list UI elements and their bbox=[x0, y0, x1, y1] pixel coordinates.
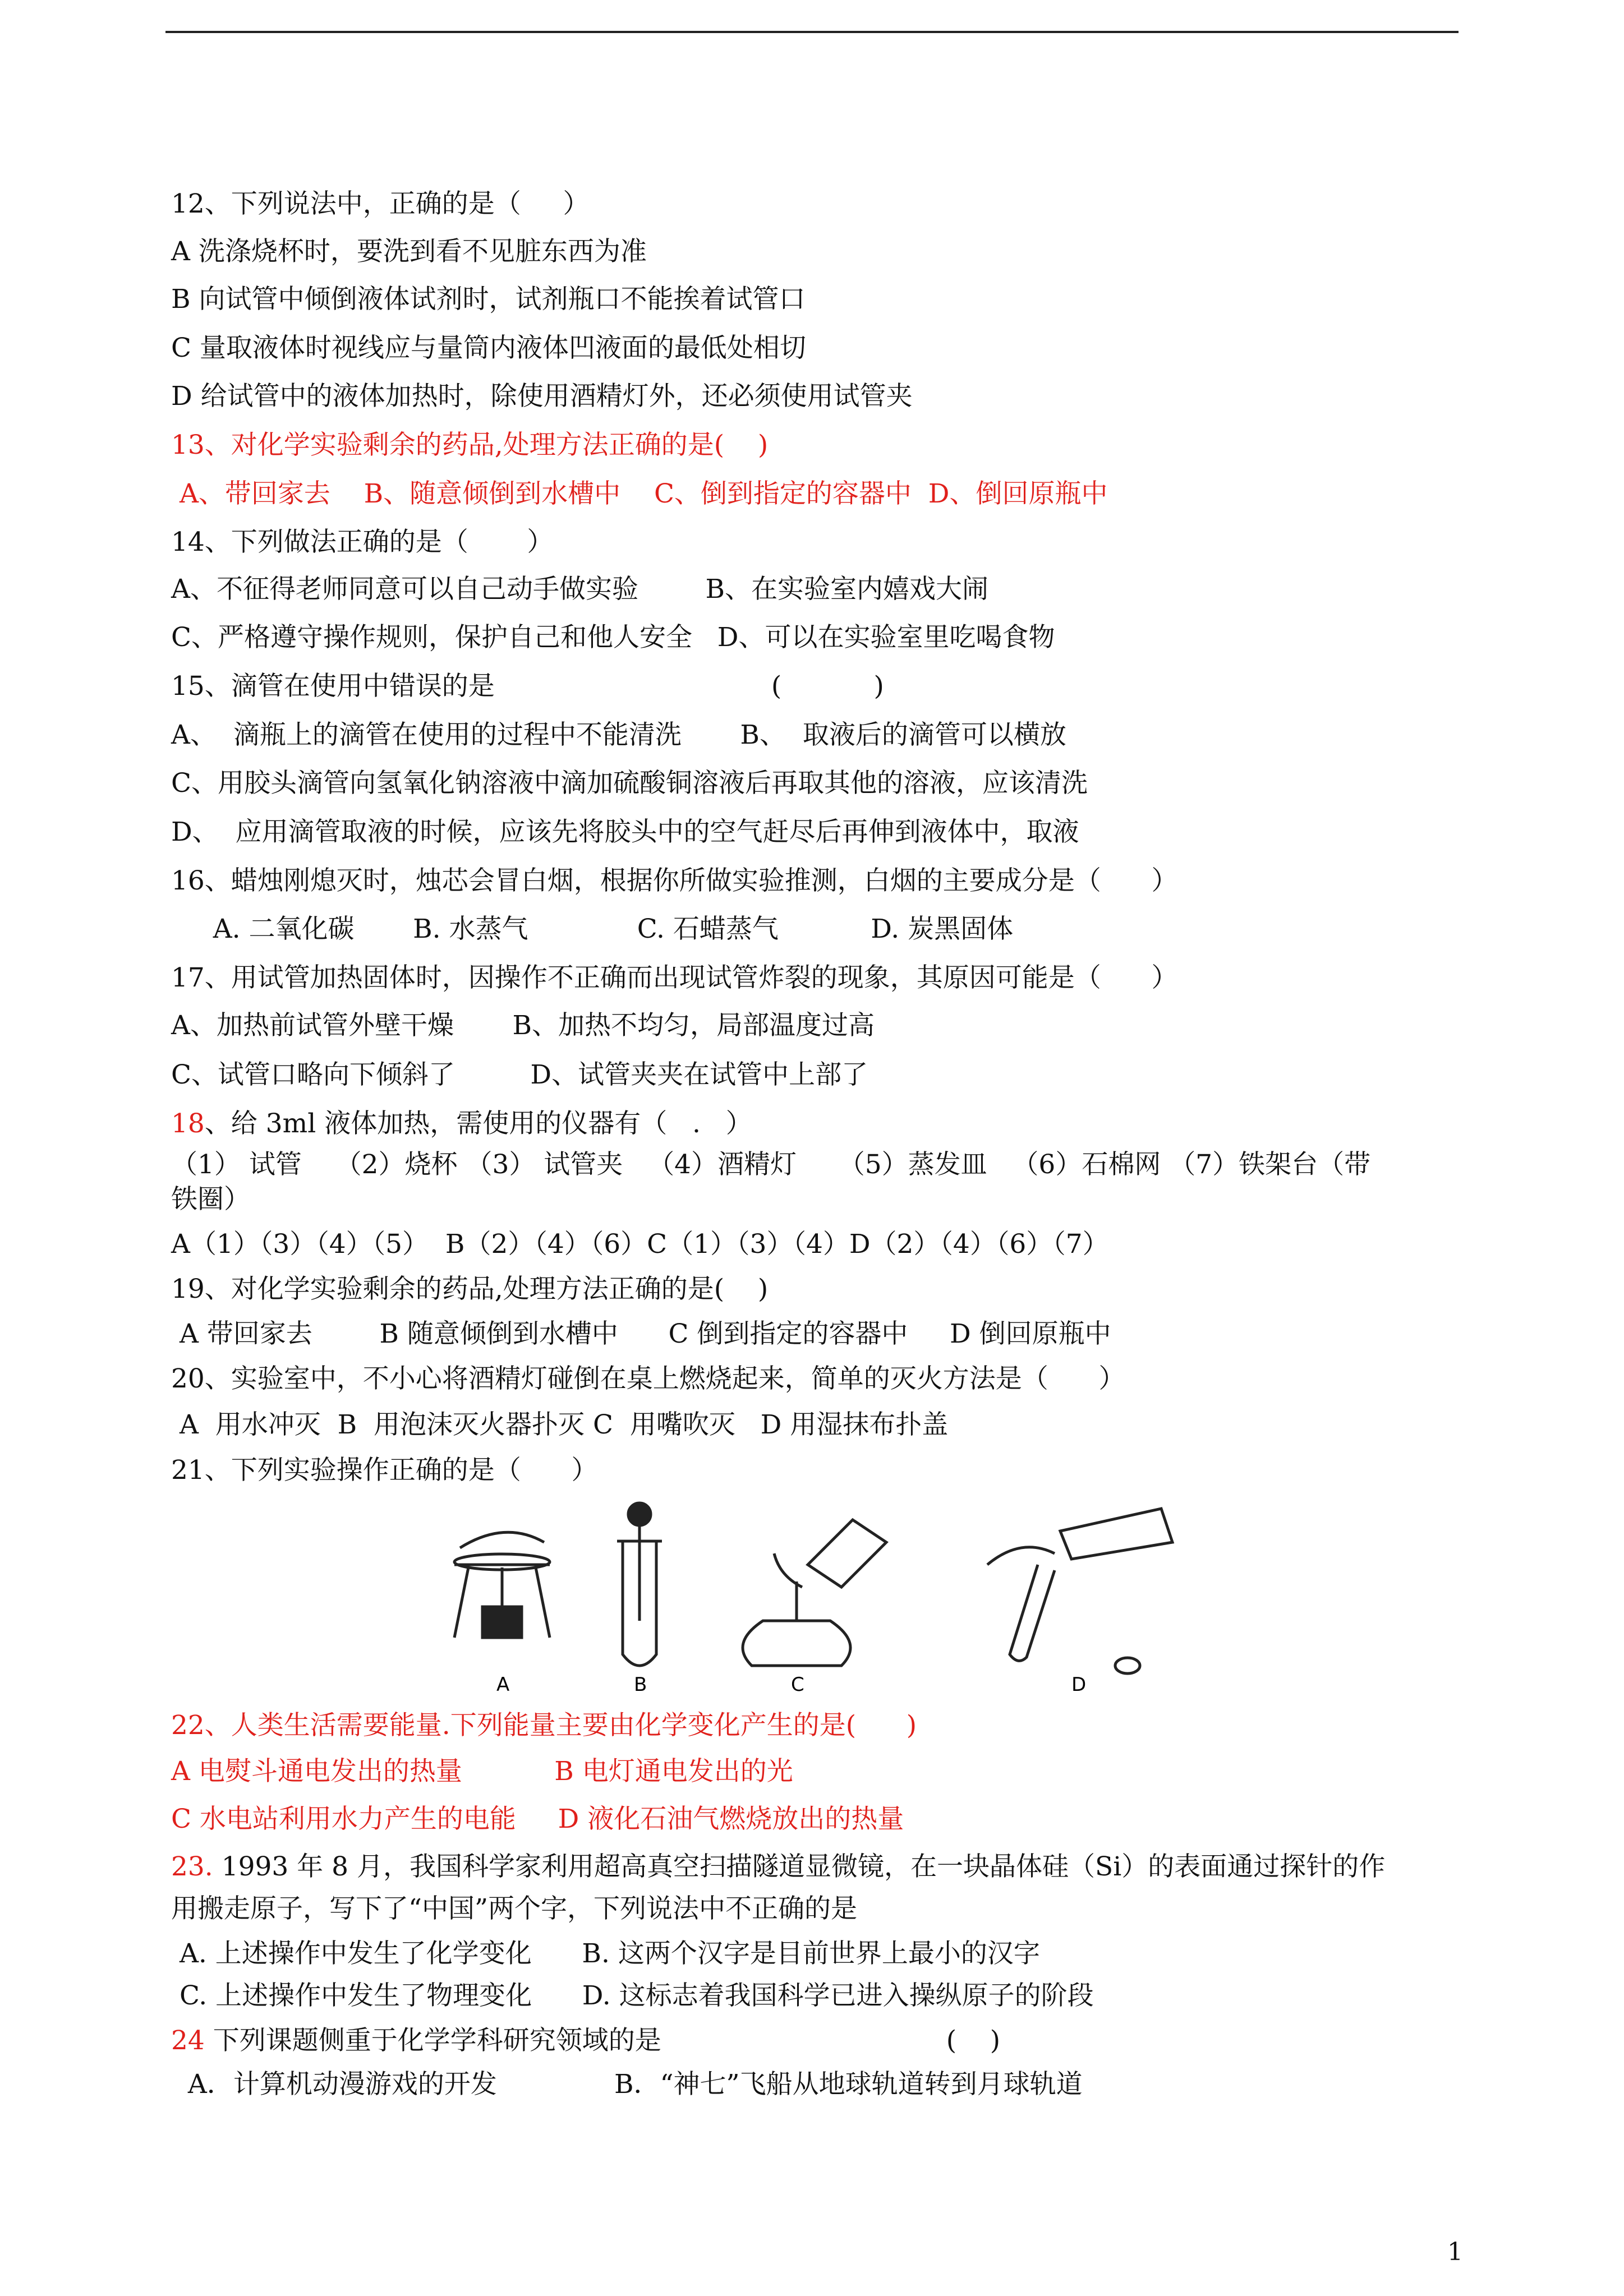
text-line: C. 上述操作中发生了物理变化 D. 这标志着我国科学已进入操纵原子的阶段 bbox=[171, 1980, 1094, 2011]
figure-a-tripod-heating bbox=[454, 1532, 550, 1638]
text-line: 21、下列实验操作正确的是（ ） bbox=[171, 1455, 598, 1486]
text-line: A（1）（3）（4）（5） B（2）（4）（6）C（1）（3）（4）D（2）（4）（6）（7） bbox=[171, 1229, 1109, 1260]
figure-label-b: B bbox=[634, 1673, 647, 1694]
text-line: A、 滴瓶上的滴管在使用的过程中不能清洗 B、 取液后的滴管可以横放 bbox=[171, 720, 1066, 750]
text-line: 24 下列课题侧重于化学学科研究领域的是 ( ) bbox=[171, 2025, 1001, 2056]
page-number: 1 bbox=[1447, 2238, 1463, 2266]
text-line: A 洗涤烧杯时，要洗到看不见脏东西为准 bbox=[171, 236, 647, 267]
header-rule bbox=[165, 31, 1459, 33]
figure-d-pouring-liquid bbox=[987, 1509, 1172, 1673]
text-line: （1） 试管 （2）烧杯 （3） 试管夹 （4）酒精灯 （5）蒸发皿 （6）石棉网 （7）铁架台（带 bbox=[171, 1149, 1371, 1180]
text-line: 铁圈） bbox=[171, 1184, 250, 1215]
text-line: 20、实验室中，不小心将酒精灯碰倒在桌上燃烧起来，简单的灭火方法是（ ） bbox=[171, 1363, 1125, 1394]
figure-label-c: C bbox=[791, 1673, 804, 1694]
text-line: A、加热前试管外壁干燥 B、加热不均匀，局部温度过高 bbox=[171, 1010, 875, 1041]
apparatus-illustration bbox=[415, 1497, 1212, 1694]
text-line: A 带回家去 B 随意倾倒到水槽中 C 倒到指定的容器中 D 倒回原瓶中 bbox=[171, 1318, 1111, 1349]
text-line: 14、下列做法正确的是（ ） bbox=[171, 527, 554, 557]
text-line: C 水电站利用水力产生的电能 D 液化石油气燃烧放出的热量 bbox=[171, 1804, 904, 1834]
text-line: C 量取液体时视线应与量筒内液体凹液面的最低处相切 bbox=[171, 333, 806, 363]
text-line: A 电熨斗通电发出的热量 B 电灯通电发出的光 bbox=[171, 1756, 793, 1787]
figure-b-dropper-in-tube bbox=[617, 1503, 662, 1666]
figure-label-d: D bbox=[1071, 1673, 1087, 1694]
text-line: 17、用试管加热固体时，因操作不正确而出现试管炸裂的现象，其原因可能是（ ） bbox=[171, 962, 1178, 993]
text-line: A. 上述操作中发生了化学变化 B. 这两个汉字是目前世界上最小的汉字 bbox=[171, 1938, 1040, 1969]
text-line: C、用胶头滴管向氢氧化钠溶液中滴加硫酸铜溶液后再取其他的溶液，应该清洗 bbox=[171, 768, 1088, 799]
text-line: 19、对化学实验剩余的药品,处理方法正确的是( ) bbox=[171, 1274, 769, 1304]
q21-figure bbox=[415, 1497, 1212, 1694]
text-line: A、带回家去 B、随意倾倒到水槽中 C、倒到指定的容器中 D、倒回原瓶中 bbox=[171, 478, 1108, 509]
text-line: A 用水冲灭 B 用泡沫灭火器扑灭 C 用嘴吹灭 D 用湿抹布扑盖 bbox=[171, 1409, 949, 1440]
text-line: 23. 1993 年 8 月，我国科学家利用超高真空扫描隧道显微镜，在一块晶体硅（Si）的表面通过探针的作 bbox=[171, 1851, 1386, 1882]
text-line: 13、对化学实验剩余的药品,处理方法正确的是( ) bbox=[171, 430, 769, 460]
text-line: C、严格遵守操作规则，保护自己和他人安全 D、可以在实验室里吃喝食物 bbox=[171, 622, 1055, 653]
text-line: 18、给 3ml 液体加热，需使用的仪器有（ . ） bbox=[171, 1108, 752, 1139]
text-line: 15、滴管在使用中错误的是 ( ) bbox=[171, 671, 884, 702]
text-line: D、 应用滴管取液的时候，应该先将胶头中的空气赶尽后再伸到液体中，取液 bbox=[171, 817, 1079, 847]
figure-label-a: A bbox=[496, 1673, 510, 1694]
text-line: A．计算机动漫游戏的开发 B．“神七”飞船从地球轨道转到月球轨道 bbox=[171, 2069, 1083, 2100]
text-line: A、不征得老师同意可以自己动手做实验 B、在实验室内嬉戏大闹 bbox=[171, 574, 988, 605]
text-line: 12、下列说法中，正确的是（ ） bbox=[171, 188, 590, 219]
text-line: 16、蜡烛刚熄灭时，烛芯会冒白烟，根据你所做实验推测，白烟的主要成分是（ ） bbox=[171, 865, 1178, 896]
text-line: B 向试管中倾倒液体试剂时，试剂瓶口不能挨着试管口 bbox=[171, 284, 806, 315]
text-line: 用搬走原子，写下了“中国”两个字，下列说法中不正确的是 bbox=[171, 1893, 858, 1924]
text-line: A. 二氧化碳 B. 水蒸气 C. 石蜡蒸气 D. 炭黑固体 bbox=[171, 914, 1014, 944]
text-line: 22、人类生活需要能量.下列能量主要由化学变化产生的是( ) bbox=[171, 1710, 917, 1741]
text-line: C、试管口略向下倾斜了 D、试管夹夹在试管中上部了 bbox=[171, 1059, 868, 1090]
text-line: D 给试管中的液体加热时，除使用酒精灯外，还必须使用试管夹 bbox=[171, 381, 913, 412]
figure-c-lamp-lighting bbox=[743, 1520, 886, 1666]
